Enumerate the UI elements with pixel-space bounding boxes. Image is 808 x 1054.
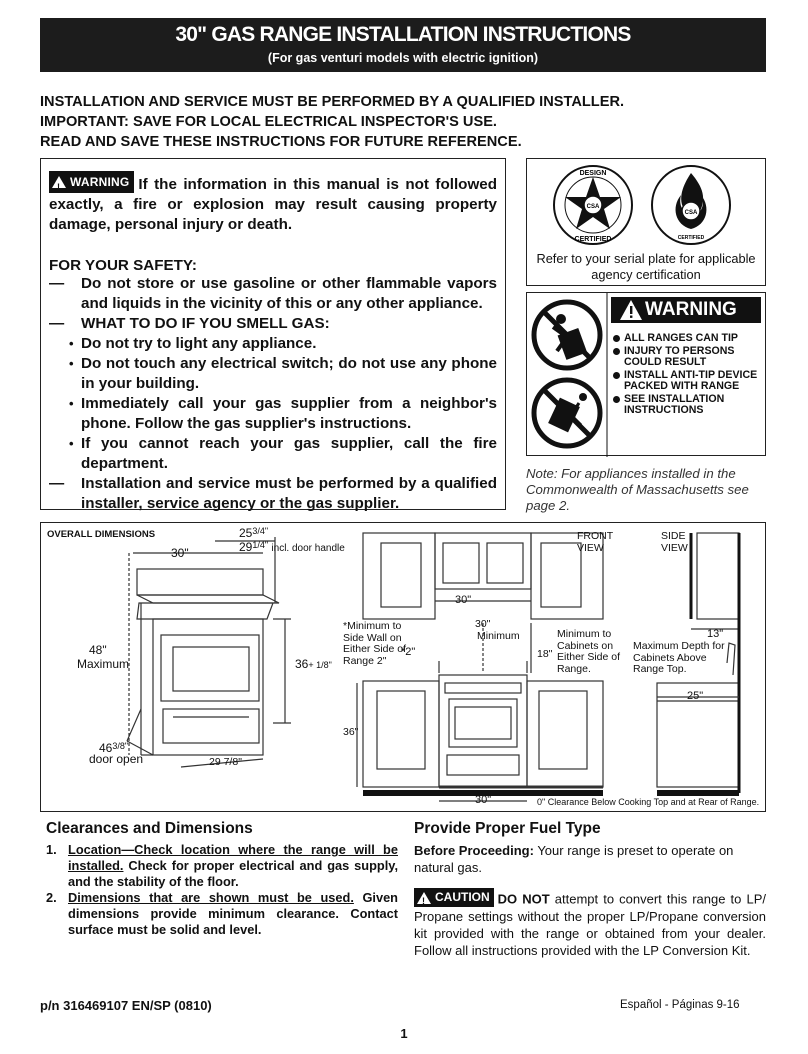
tip-warning-list — [613, 333, 763, 418]
front-view-label: FRONT VIEW — [577, 530, 613, 554]
depth-46-label: $46^{3/8"}$ — [99, 741, 129, 755]
safety-item: • Immediately call your gas supplier from a neighbor's phone. Follow the gas supplier's instructions. — [69, 395, 497, 432]
certification-seals — [527, 159, 767, 251]
intro-line-1: INSTALLATION AND SERVICE MUST BE PERFORMED BY A QUALIFIED INSTALLER. — [40, 94, 625, 110]
caution-badge: ! CAUTION — [414, 888, 494, 907]
massachusetts-note: Note: For appliances installed in the Commonwealth of Massachusetts see page 2. — [526, 466, 749, 513]
warning-triangle-icon — [619, 299, 643, 321]
clearances-title: Clearances and Dimensions — [46, 820, 253, 837]
design-certified-seal-icon — [554, 166, 632, 244]
fuel-before-proceeding: Before Proceeding: Your range is preset to operate on natural gas. — [414, 843, 734, 875]
safety-item: • If you cannot reach your gas supplier, call the fire department. — [69, 435, 497, 472]
warning-badge: ! WARNING — [49, 171, 134, 193]
anti-tip-warning-box — [526, 292, 766, 456]
height-36-cabinet-label: 36" — [343, 726, 359, 738]
certification-box — [526, 158, 766, 286]
safety-item: • Do not touch any electrical switch; do not use any phone in your building. — [69, 355, 497, 392]
safety-item: — Do not store or use gasoline or other flammable vapors and liquids in the vicinity of this or any other appliance. — [49, 275, 497, 312]
no-climbing-child-icon — [534, 302, 600, 368]
top-30-label: 30" — [455, 594, 472, 606]
depth-25-label: $25^{3/4"}$ — [239, 526, 269, 540]
svg-text:CSA: CSA — [684, 210, 698, 216]
warning-text: If the information in this manual is not followed exactly, a fire or explosion may result causing property damage, personal injury or death. — [49, 176, 497, 233]
safety-item: — WHAT TO DO IF YOU SMELL GAS: — [49, 315, 330, 332]
clearances-section — [46, 820, 398, 938]
height-36-label: 36+ 1/8" — [295, 657, 332, 671]
side-25-label: 25" — [687, 690, 704, 702]
depth-29-label: $29^{1/4"}$ incl. door handle — [239, 540, 345, 554]
intro-line-2: IMPORTANT: SAVE FOR LOCAL ELECTRICAL INSPECTOR'S USE. — [40, 114, 497, 130]
page-number: 1 — [400, 1026, 408, 1041]
height-48-label: 48" — [89, 643, 107, 657]
clearance-item: 1. Location—Check location where the range will be installed. Check for proper electrical and gas supply, and the stability of the floor. — [46, 842, 399, 889]
bottom-30-label: 30" — [475, 794, 492, 806]
warning-statement — [49, 171, 497, 235]
tip-item: ALL RANGES CAN TIP — [613, 333, 763, 345]
dimensions-diagram — [40, 522, 766, 812]
overall-dimensions-label: OVERALL DIMENSIONS — [47, 529, 156, 540]
door-open-label: door open — [89, 752, 144, 766]
clearance-item: 2. Dimensions that are shown must be used. Given dimensions provide minimum clearance. Contact surface must be solid and level. — [46, 890, 398, 937]
width-30-label: 30" — [171, 546, 189, 560]
document-title: 30" GAS RANGE INSTALLATION INSTRUCTIONS — [175, 23, 631, 46]
safety-heading: FOR YOUR SAFETY: — [49, 257, 197, 274]
intro-line-3: READ AND SAVE THESE INSTRUCTIONS FOR FUTURE REFERENCE. — [40, 134, 522, 150]
part-number: p/n 316469107 EN/SP (0810) — [40, 998, 212, 1013]
fuel-type-section — [414, 820, 766, 959]
clearances-list — [46, 842, 398, 938]
zero-clearance-note: 0" Clearance Below Cooking Top and at Rear of Range. — [537, 797, 760, 807]
document-subtitle: (For gas venturi models with electric ignition) — [267, 51, 539, 65]
fuel-caution: ! CAUTION DO NOT attempt to convert this range to LP/ Propane settings without the proper LP/Propane conversion kit provided with the range or obtained from your dealer. Follow all instructions provided with the LP Conversion Kit. — [414, 888, 766, 959]
min-30-value: 30" — [475, 618, 491, 630]
tip-item: INSTALL ANTI-TIP DEVICE PACKED WITH RANGE — [613, 370, 763, 393]
safety-list — [49, 274, 497, 514]
svg-text:CERTIFIED: CERTIFIED — [677, 235, 705, 241]
intro-notice — [40, 92, 770, 152]
svg-text:CERTIFIED: CERTIFIED — [574, 236, 612, 243]
depth-29-7-8-label: 29 7/8" — [209, 756, 242, 768]
certification-caption: Refer to your serial plate for applicable agency certification — [536, 251, 756, 282]
safety-item: • Do not try to light any appliance. — [69, 335, 317, 352]
safety-item: — Installation and service must be performed by a qualified installer, service agency or the gas supplier. — [49, 475, 497, 512]
max-depth-note: Maximum Depth for Cabinets Above Range Top. — [633, 640, 725, 675]
side-wall-note: *Minimum to Side Wall on Either Side of Range 2" — [343, 620, 407, 667]
clearance-18-label: 18" — [537, 648, 553, 660]
fuel-title: Provide Proper Fuel Type — [414, 820, 601, 837]
cabinet-clearance-note: Minimum to Cabinets on Either Side of Range. — [557, 628, 621, 675]
star-2-label: *2" — [401, 646, 416, 658]
depth-13-label: 13" — [707, 628, 724, 640]
tip-item: SEE INSTALLATION INSTRUCTIONS — [613, 394, 763, 417]
svg-text:CSA: CSA — [586, 204, 600, 210]
svg-text:DESIGN: DESIGN — [579, 170, 607, 177]
warning-triangle-icon — [52, 176, 66, 188]
side-view-label: SIDE VIEW — [661, 530, 688, 554]
tip-warning-title: WARNING — [611, 297, 761, 323]
range-perspective-drawing — [127, 537, 291, 767]
safety-box — [40, 158, 506, 510]
no-tipping-range-icon — [534, 380, 600, 446]
spanish-pages-note: Español - Páginas 9-16 — [620, 999, 740, 1011]
tip-item: INJURY TO PERSONS COULD RESULT — [613, 346, 763, 369]
flame-certified-seal-icon — [652, 166, 730, 244]
min-30-caption: Minimum — [477, 630, 520, 642]
maximum-label: Maximum — [77, 657, 130, 671]
caution-triangle-icon — [417, 892, 431, 904]
title-banner — [40, 18, 766, 72]
